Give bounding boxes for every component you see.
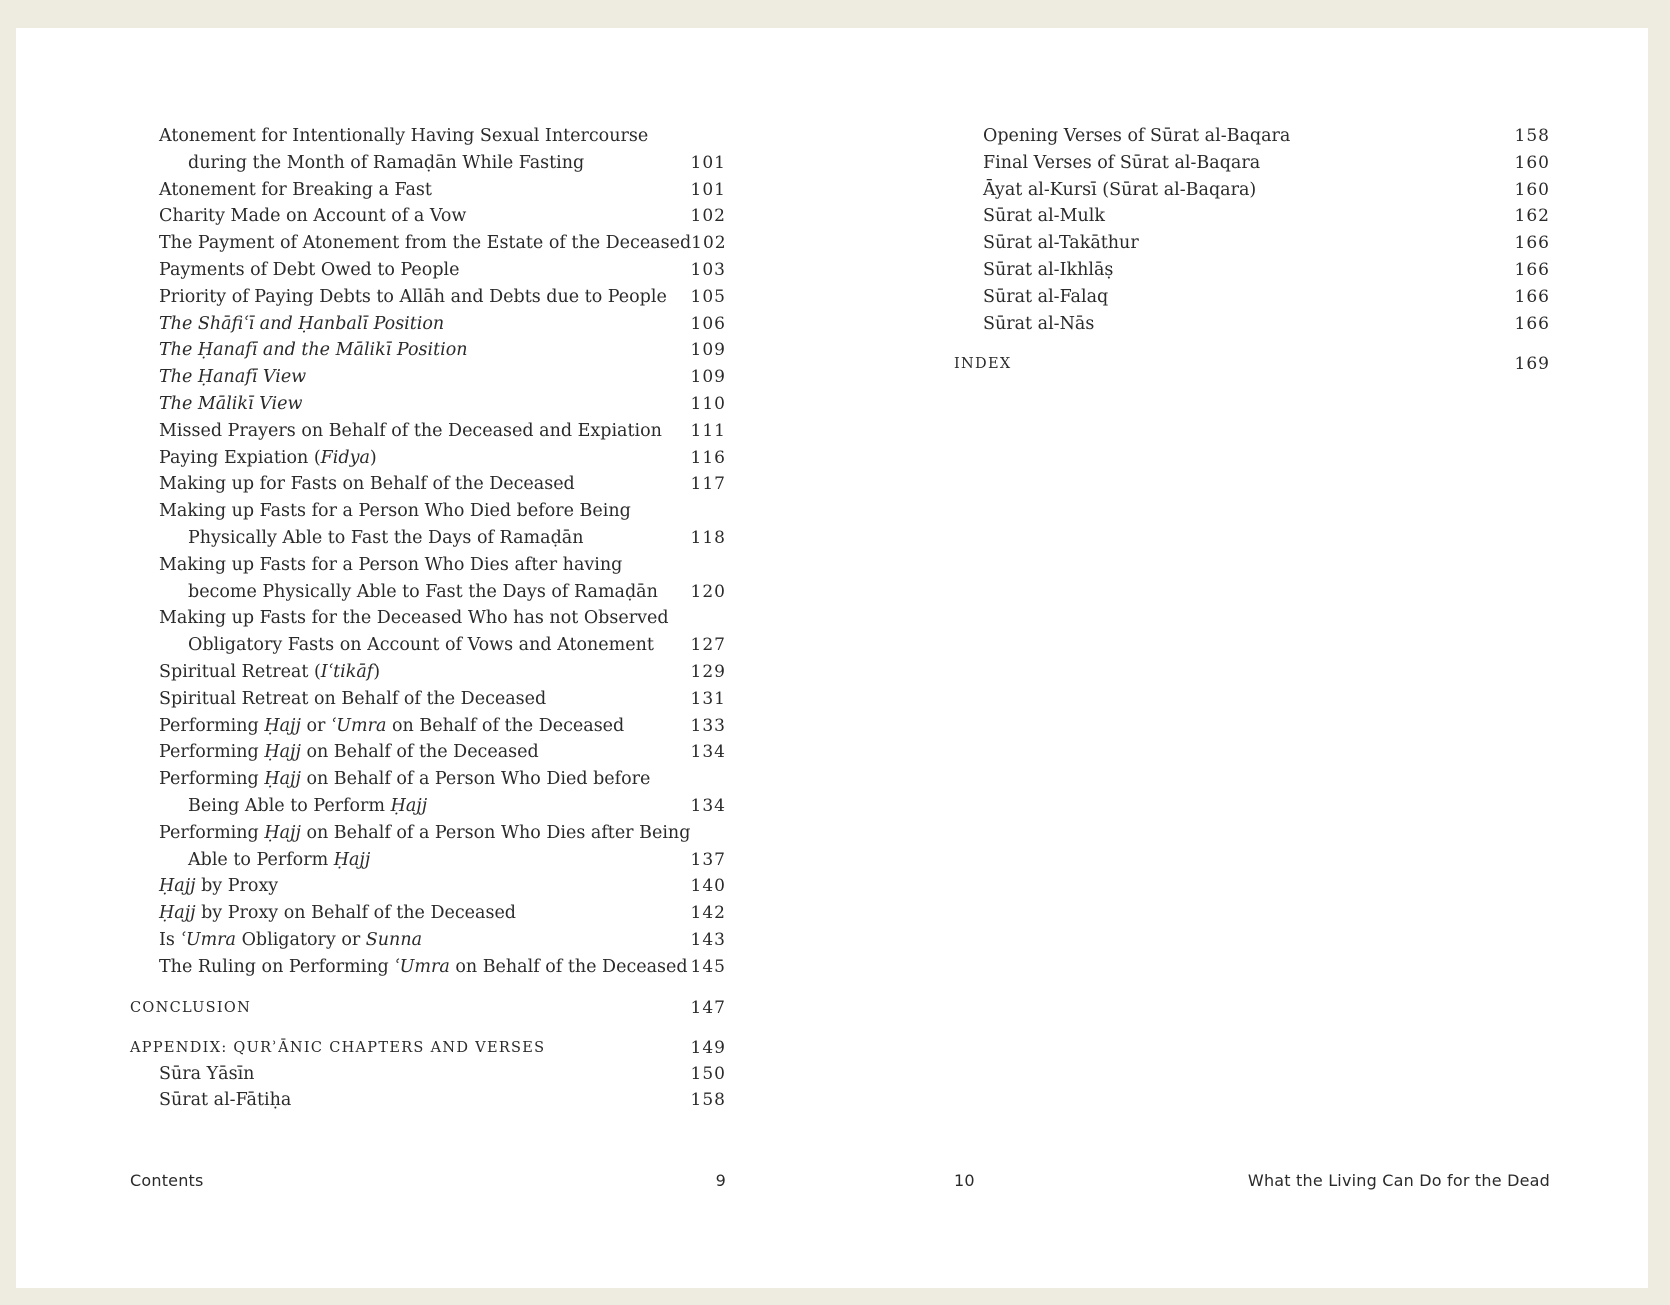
toc-entry [130,1087,726,1114]
toc-entry [130,391,726,418]
toc-entry-title: Making up Fasts for a Person Who Dies after having become Physically Able to Fast the Days of Ramaḍān [159,554,658,602]
toc-entry-title: Performing Ḥajj on Behalf of the Deceased [159,742,539,763]
toc-section-index [954,351,1550,377]
running-head: Contents [130,1171,204,1190]
toc-entry-page: 158 [690,1090,726,1111]
toc-entry-page: 116 [690,447,726,468]
toc-entry-page: 166 [1514,233,1550,254]
section-title: CONCLUSION [130,999,252,1016]
toc-entry-title: The Ḥanafī and the Mālikī Position [159,340,468,361]
toc-entry-title: Making up Fasts for a Person Who Died before Being Physically Able to Fast the Days of Ramaḍān [159,501,631,548]
section-title: APPENDIX: QURʾĀNIC CHAPTERS AND VERSES [130,1039,546,1056]
toc-entry-page: 134 [690,795,726,816]
toc-entry-page: 105 [690,286,726,307]
book-spread [16,28,1648,1288]
toc-entry [130,766,726,820]
toc-entry [130,1061,726,1088]
toc-entry [130,552,726,606]
toc-entry-page: 137 [690,849,726,870]
toc-entry-page: 143 [690,929,726,950]
toc-section-appendix [130,1035,726,1061]
toc-entry [130,230,726,257]
right-page-footer [954,1171,1550,1190]
toc-entry-page: 150 [690,1063,726,1084]
toc-entry-title: Atonement for Breaking a Fast [159,179,432,200]
toc-entry-page: 111 [690,420,726,441]
toc-entry-page: 103 [690,259,726,280]
toc-entry-page: 162 [1514,206,1550,227]
toc-entry-title: Performing Ḥajj or ʿUmra on Behalf of the Deceased [159,715,625,736]
toc-entry-title: Sūrat al-Falaq [983,286,1109,307]
left-page [130,123,726,1213]
toc-entry-page: 160 [1514,179,1550,200]
section-title: INDEX [954,356,1012,373]
toc-entry-title: Opening Verses of Sūrat al-Baqara [983,126,1291,146]
toc-entry [954,177,1550,204]
toc-entry-page: 158 [1514,126,1550,146]
toc-entry-title: Atonement for Intentionally Having Sexual Intercourse during the Month of Ramaḍān While Fasting [159,126,649,173]
toc-entry-page: 101 [690,152,726,173]
toc-entry [130,337,726,364]
toc-entry-page: 145 [690,956,726,977]
toc-entry-title: Sūrat al-Takāthur [983,233,1139,254]
running-head: What the Living Can Do for the Dead [1247,1171,1550,1190]
toc-entry-title: Payments of Debt Owed to People [159,259,460,280]
toc-entry [954,311,1550,338]
toc-entry [130,873,726,900]
toc-entry-title: Spiritual Retreat on Behalf of the Deceased [159,688,547,709]
toc-entry-title: Paying Expiation (Fidya) [159,447,377,468]
toc-entry-page: 101 [690,179,726,200]
toc-entry-title: Making up Fasts for the Deceased Who has not Observed Obligatory Fasts on Account of Vows and Atonement [159,608,669,656]
toc-entry-title: Making up for Fasts on Behalf of the Deceased [159,474,575,495]
toc-entry [130,713,726,740]
toc-entry-title: Ḥajj by Proxy [159,876,279,897]
page-number: 9 [715,1171,726,1190]
section-page: 147 [690,997,726,1018]
toc-entry [130,498,726,552]
toc-entry [130,686,726,713]
toc-entry [954,150,1550,177]
toc-entry-page: 131 [690,688,726,709]
right-page [954,123,1550,1213]
toc-entry-page: 142 [690,903,726,924]
left-page-footer [130,1171,726,1190]
toc-section-conclusion [130,995,726,1021]
toc-entry-page: 140 [690,876,726,897]
toc-entry-title: Sūrat al-Mulk [983,206,1105,227]
toc-entry-title: Is ʿUmra Obligatory or Sunna [159,929,423,950]
toc-entry-title: Spiritual Retreat (Iʿtikāf) [159,661,381,682]
toc-entry [130,123,726,177]
toc-entry-title: Ḥajj by Proxy on Behalf of the Deceased [159,903,516,924]
toc-entry [954,230,1550,257]
toc-entry-page: 109 [690,340,726,361]
toc-entry-title: Āyat al-Kursī (Sūrat al-Baqara) [983,179,1257,200]
toc-entry-page: 120 [690,581,726,602]
toc-entry-title: The Payment of Atonement from the Estate of the Deceased [159,233,692,254]
toc-entry [130,364,726,391]
toc-entry [130,311,726,338]
toc-entry-title: Missed Prayers on Behalf of the Deceased and Expiation [159,420,662,441]
toc-entry [130,418,726,445]
toc-entry-page: 106 [690,313,726,334]
toc-entry [130,820,726,874]
section-page: 149 [690,1037,726,1058]
toc-entry [130,954,726,981]
toc-entry-title: Final Verses of Sūrat al-Baqara [983,152,1261,173]
toc-entry-page: 160 [1514,152,1550,173]
section-page: 169 [1514,354,1550,375]
toc-entry-title: Sūrat al-Fātiḥa [159,1090,292,1111]
toc-entry [130,605,726,659]
toc-entry-title: Sūrat al-Ikhlāṣ [983,259,1114,280]
toc-entry [130,177,726,204]
toc-entry [954,284,1550,311]
toc-entry-title: Sūra Yāsīn [159,1063,255,1084]
toc-entry [130,927,726,954]
toc-entry [130,900,726,927]
toc-entry-title: Charity Made on Account of a Vow [159,206,467,227]
toc-entry [130,445,726,472]
toc-entry-page: 127 [690,635,726,656]
toc-entry-title: Performing Ḥajj on Behalf of a Person Who Died before Being Able to Perform Ḥajj [159,769,651,816]
toc-entry-page: 109 [690,367,726,388]
toc-entry-page: 102 [690,206,726,227]
toc-entry [954,203,1550,230]
toc-entry-page: 129 [690,661,726,682]
toc-entry-title: Priority of Paying Debts to Allāh and Debts due to People [159,286,667,307]
toc-entry-page: 118 [690,527,726,548]
toc-entry [130,203,726,230]
toc-entry-page: 102 [691,233,727,254]
toc-entry [130,659,726,686]
toc-entry-page: 110 [690,393,726,414]
toc-entry-page: 166 [1514,313,1550,334]
toc-entry-page: 166 [1514,259,1550,280]
toc-entry-title: Performing Ḥajj on Behalf of a Person Who Dies after Being Able to Perform Ḥajj [159,822,691,870]
toc-entry [130,284,726,311]
toc-entry-title: The Shāfiʿī and Ḥanbalī Position [159,313,445,334]
toc-entry [954,123,1550,150]
toc-entry-title: The Ruling on Performing ʿUmra on Behalf of the Deceased [159,956,688,977]
toc-entry-page: 134 [690,742,726,763]
toc-entry-title: The Ḥanafī View [159,367,307,388]
page-number: 10 [954,1171,975,1190]
toc-entry-title: The Mālikī View [159,393,303,414]
toc-entry-page: 117 [690,474,726,495]
toc-entry [130,257,726,284]
toc-entry-page: 133 [690,715,726,736]
toc-entry [954,257,1550,284]
toc-entry [130,471,726,498]
toc-entry-title: Sūrat al-Nās [983,313,1095,334]
toc-entry [130,739,726,766]
toc-entry-page: 166 [1514,286,1550,307]
